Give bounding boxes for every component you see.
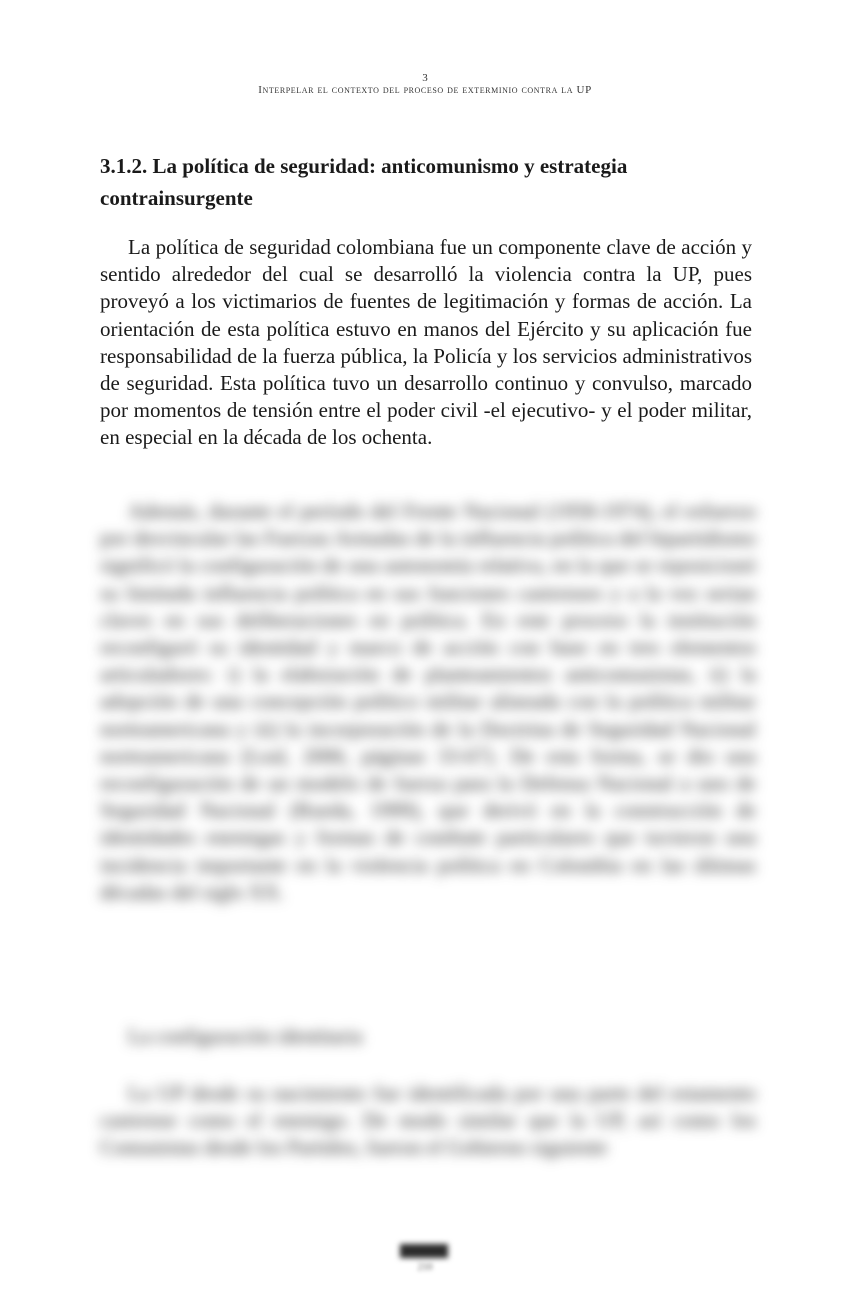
page-number: 210	[417, 1262, 433, 1273]
subheading-blurred: La configuración identitaria	[128, 1024, 363, 1048]
section-heading: 3.1.2. La política de seguridad: anticomunismo y estrategia contrainsurgente	[100, 154, 628, 210]
chapter-number: 3	[422, 72, 428, 84]
folio-mark	[400, 1244, 448, 1258]
body-paragraph-1: La política de seguridad colombiana fue un componente clave de acción y sentido alrededor del cual se desarrolló la violencia contra la UP, pues proveyó a los victimarios de fuentes de legitimación y formas de acción. La orientación de esta política estuvo en manos del Ejército y su aplicación fue responsabilidad de la fuerza pública, la Policía y los servicios administrativos de seguridad. Esta política tuvo un desarrollo continuo y convulso, marcado por momentos de tensión entre el poder civil -el ejecutivo- y el poder militar, en especial en la década de los ochenta.	[100, 235, 752, 450]
running-header-title: Interpelar el contexto del proceso de exterminio contra la UP	[258, 84, 592, 96]
body-paragraph-3-blurred: La UP desde su nacimiento fue identificada por una parte del estamento castrense como el enemigo. De modo similar que la UP, así como los Comunistas desde los Partidos, fueron el Gobierno siguiente	[100, 1081, 756, 1160]
body-paragraph-2-blurred: Además, durante el período del Frente Nacional (1958-1974), el esfuerzo por desvincular las Fuerzas Armadas de la influencia política del bipartidismo significó la configuración de una autonomía relativa, en la que se reposicionó su limitada influencia política en sus funciones castrenses y a la vez serían claves en sus deliberaciones en política. En este proceso la institución reconfiguró su identidad y marco de acción con base en tres elementos articuladores: i) la elaboración de planteamientos anticomunistas, ii) la adopción de una concepción político militar alineada con la política militar norteamericana y iii) la incorporación de la Doctrina de Seguridad Nacional norteamericana (Leal, 2006, páginas 33-67). De esta forma, se dio una reconfiguración de un modelo de fuerza para la Defensa Nacional a uno de Seguridad Nacional (Rueda, 1999), que derivó en la construcción de identidades enemigas y formas de combate particulares que tuvieron una incidencia importante en la violencia política en Colombia en las últimas décadas del siglo XX.	[100, 499, 756, 904]
